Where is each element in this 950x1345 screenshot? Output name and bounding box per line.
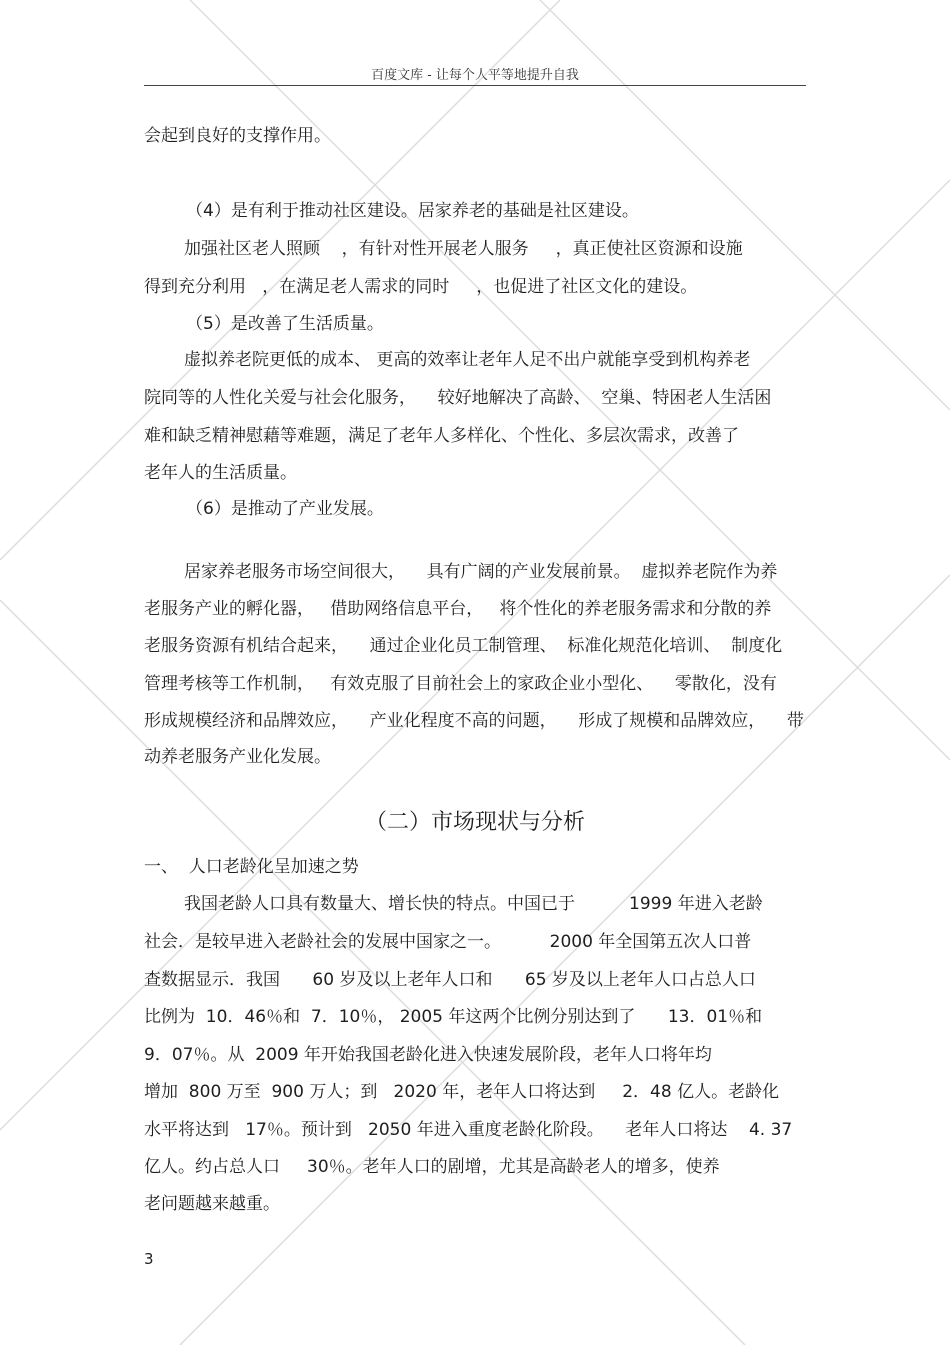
text-line: 9．07％。从 2009 年开始我国老龄化进入快速发展阶段，老年人口将年均 (144, 1045, 712, 1065)
subsection-heading: 一、 人口老龄化呈加速之势 (144, 857, 359, 877)
text-line: （4）是有利于推动社区建设。居家养老的基础是社区建设。 (186, 201, 639, 221)
text-line: 虚拟养老院更低的成本、 更高的效率让老年人足不出户就能享受到机构养老 (184, 350, 751, 370)
text-line: （5）是改善了生活质量。 (186, 314, 384, 334)
section-title: （二）市场现状与分析 (364, 810, 585, 835)
text-line: 管理考核等工作机制， 有效克服了目前社会上的家政企业小型化、 零散化，没有 (144, 674, 777, 694)
text-line: 亿人。约占总人口 30％。老年人口的剧增，尤其是高龄老人的增多，使养 (144, 1157, 720, 1177)
text-line: 老服务产业的孵化器， 借助网络信息平台， 将个性化的养老服务需求和分散的养 (144, 599, 772, 619)
text-line: 老问题越来越重。 (144, 1194, 280, 1214)
text-line: 增加 800 万至 900 万人；到 2020 年，老年人口将达到 2．48 亿人。老龄化 (144, 1082, 780, 1102)
text-line: 社会．是较早进入老龄社会的发展中国家之一。 2000 年全国第五次人口普 (144, 932, 752, 952)
text-line: 形成规模经济和品牌效应， 产业化程度不高的问题， 形成了规模和品牌效应， 带 (144, 711, 804, 731)
page-header: 百度文库 - 让每个人平等地提升自我 (371, 68, 579, 83)
text-line: 水平将达到 17％。预计到 2050 年进入重度老龄化阶段。 老年人口将达 4. 37 (144, 1120, 793, 1140)
text-line: 比例为 10．46％和 7．10％， 2005 年这两个比例分别达到了 13．01％和 (144, 1007, 763, 1027)
text-line: 加强社区老人照顾 ，有针对性开展老人服务 ，真正使社区资源和设施 (184, 239, 743, 259)
text-line: 查数据显示．我国 60 岁及以上老年人口和 65 岁及以上老年人口占总人口 (144, 970, 756, 990)
text-line: 动养老服务产业化发展。 (144, 747, 331, 767)
text-line: 院同等的人性化关爱与社会化服务， 较好地解决了高龄、 空巢、特困老人生活困 (144, 388, 772, 408)
header-divider (144, 85, 806, 86)
text-line: 我国老龄人口具有数量大、增长快的特点。中国已于 1999 年进入老龄 (184, 894, 763, 914)
page-number: 3 (144, 1250, 154, 1268)
text-line: 老服务资源有机结合起来， 通过企业化员工制管理、 标准化规范化培训、 制度化 (144, 636, 783, 656)
text-line: 居家养老服务市场空间很大， 具有广阔的产业发展前景。 虚拟养老院作为养 (184, 562, 778, 582)
text-line: 得到充分利用 ，在满足老人需求的同时 ，也促进了社区文化的建设。 (144, 277, 698, 297)
text-line: （6）是推动了产业发展。 (186, 499, 384, 519)
text-line: 难和缺乏精神慰藉等难题，满足了老年人多样化、个性化、多层次需求，改善了 (144, 426, 739, 446)
text-line: 会起到良好的支撑作用。 (144, 126, 331, 146)
text-line: 老年人的生活质量。 (144, 463, 297, 483)
